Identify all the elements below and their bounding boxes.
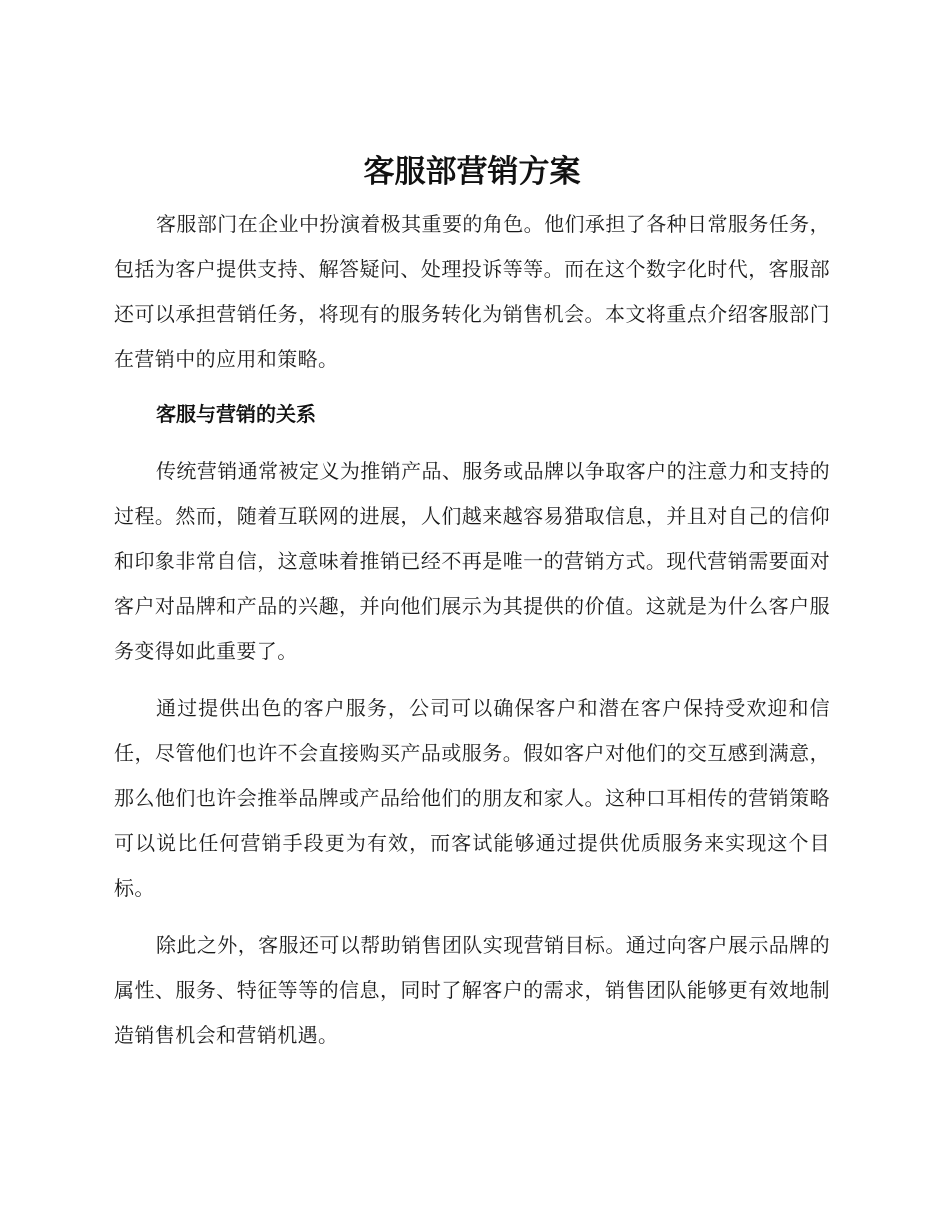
body-paragraph-1: 传统营销通常被定义为推销产品、服务或品牌以争取客户的注意力和支持的过程。然而，随着互联网的进展，人们越来越容易猎取信息，并且对自己的信仰和印象非常自信，这意味着推销已经不再是唯一的营销方式。现代营销需要面对客户对品牌和产品的兴趣，并向他们展示为其提供的价值。这就是为什么客户服务变得如此重要了。 <box>114 459 830 663</box>
document-title: 客服部营销方案 <box>363 154 581 190</box>
body-paragraph-2: 通过提供出色的客户服务，公司可以确保客户和潜在客户保持受欢迎和信任，尽管他们也许不会直接购买产品或服务。假如客户对他们的交互感到满意，那么他们也许会推举品牌或产品给他们的朋友和家人。这种口耳相传的营销策略可以说比任何营销手段更为有效，而客试能够通过提供优质服务来实现这个目标。 <box>114 696 830 900</box>
document-page <box>114 150 830 1058</box>
section-heading: 客服与营销的关系 <box>156 402 316 426</box>
intro-paragraph: 客服部门在企业中扮演着极其重要的角色。他们承担了各种日常服务任务，包括为客户提供支持、解答疑问、处理投诉等等。而在这个数字化时代，客服部还可以承担营销任务，将现有的服务转化为销售机会。本文将重点介绍客服部门在营销中的应用和策略。 <box>114 212 830 371</box>
body-paragraph-3: 除此之外，客服还可以帮助销售团队实现营销目标。通过向客户展示品牌的属性、服务、特征等等的信息，同时了解客户的需求，销售团队能够更有效地制造销售机会和营销机遇。 <box>114 933 830 1047</box>
